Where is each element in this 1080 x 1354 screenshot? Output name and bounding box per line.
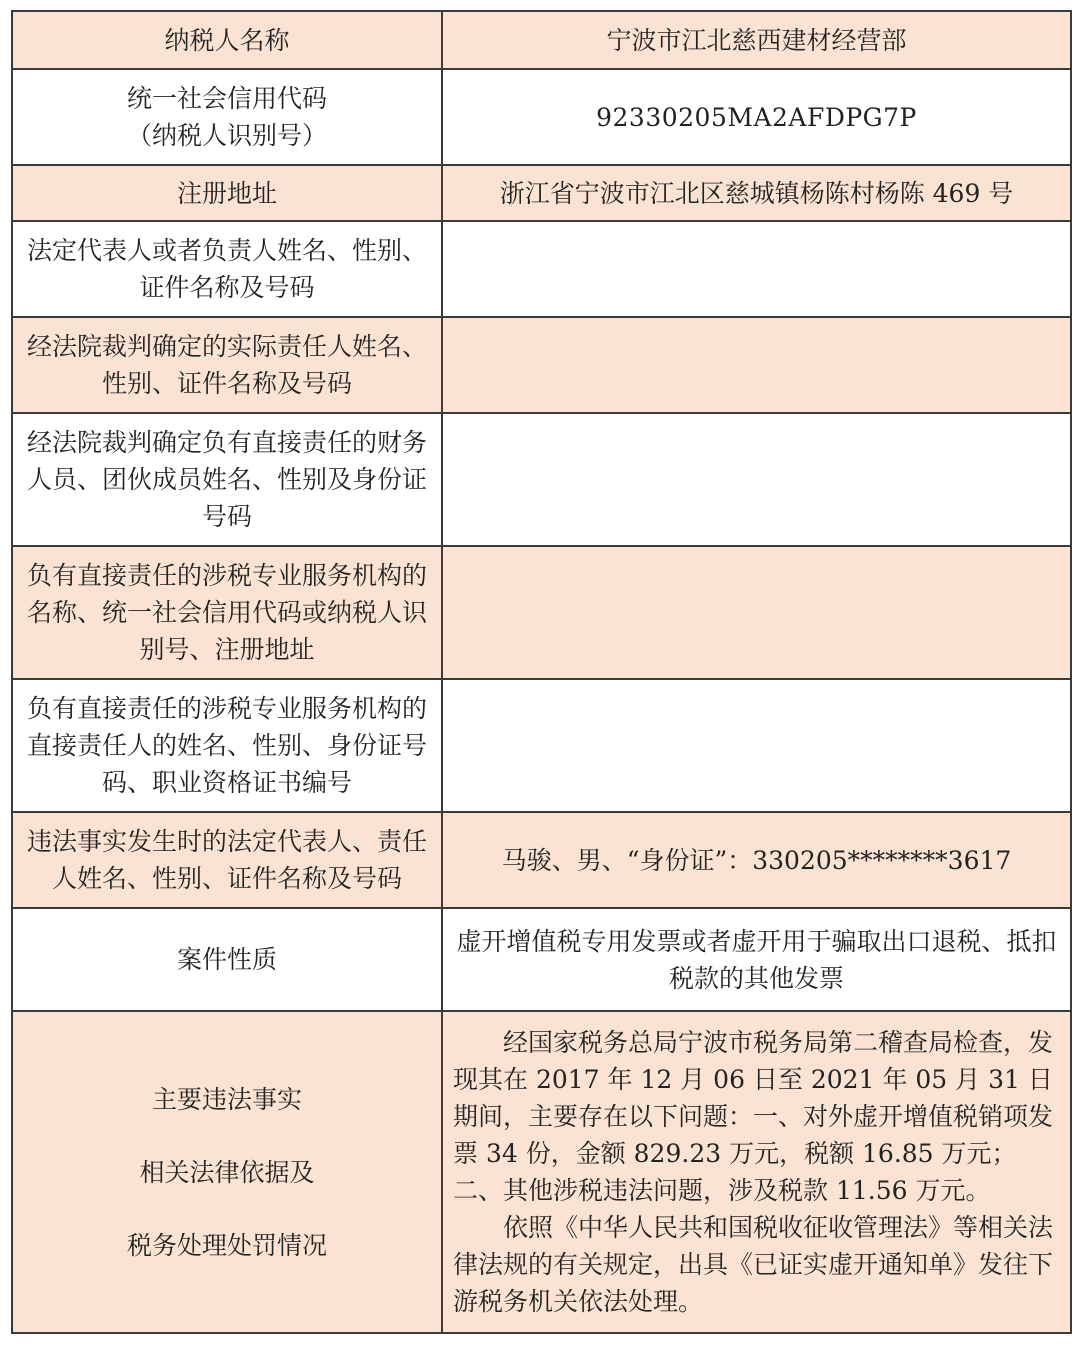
legal-basis-paragraph: 依照《中华人民共和国税收征收管理法》等相关法律法规的有关规定，出具《已证实虚开通知单》发往下游税务机关依法处理。 xyxy=(453,1213,1054,1316)
row-label-legal-representative: 法定代表人或者负责人姓名、性别、证件名称及号码 xyxy=(12,221,442,317)
table-row xyxy=(12,812,1071,908)
table-row xyxy=(12,317,1071,413)
row-value-registered-address: 浙江省宁波市江北区慈城镇杨陈村杨陈 469 号 xyxy=(442,165,1071,221)
table-row xyxy=(12,1011,1071,1333)
table-row xyxy=(12,413,1071,546)
row-label-tax-service-agency: 负有直接责任的涉税专业服务机构的名称、统一社会信用代码或纳税人识别号、注册地址 xyxy=(12,546,442,679)
row-value-case-nature: 虚开增值税专用发票或者虚开用于骗取出口退税、抵扣税款的其他发票 xyxy=(442,908,1071,1011)
row-label-credit-code xyxy=(12,69,442,165)
row-value-financial-staff xyxy=(442,413,1071,546)
row-label-representative-at-violation: 违法事实发生时的法定代表人、责任人姓名、性别、证件名称及号码 xyxy=(12,812,442,908)
row-value-facts-and-penalty xyxy=(442,1011,1071,1333)
info-table-container xyxy=(11,10,1070,1334)
row-label-financial-staff: 经法院裁判确定负有直接责任的财务人员、团伙成员姓名、性别及身份证号码 xyxy=(12,413,442,546)
table-row xyxy=(12,546,1071,679)
row-value-representative-at-violation: 马骏、男、“身份证”：330205********3617 xyxy=(442,812,1071,908)
row-value-taxpayer-name: 宁波市江北慈西建材经营部 xyxy=(442,11,1071,69)
row-label-taxpayer-name: 纳税人名称 xyxy=(12,11,442,69)
facts-label: 主要违法事实 xyxy=(151,1084,302,1114)
table-row xyxy=(12,679,1071,812)
table-row xyxy=(12,165,1071,221)
facts-paragraph: 经国家税务总局宁波市税务局第二稽查局检查，发现其在 2017 年 12 月 06 日至 2021 年 05 月 31 日期间，主要存在以下问题：一、对外虚开增值税销项发票 34 份，金额 829.23 万元，税额 16.85 万元；二、其他涉税违法问题，涉及税款 11.56 万元。 xyxy=(453,1028,1054,1205)
row-value-credit-code: 92330205MA2AFDPG7P xyxy=(442,69,1071,165)
tax-violation-table xyxy=(11,10,1072,1334)
row-label-agency-responsible-person: 负有直接责任的涉税专业服务机构的直接责任人的姓名、性别、身份证号码、职业资格证书编号 xyxy=(12,679,442,812)
table-row xyxy=(12,69,1071,165)
penalty-label: 税务处理处罚情况 xyxy=(126,1230,327,1260)
row-label-facts-and-penalty xyxy=(12,1011,442,1333)
row-label-registered-address: 注册地址 xyxy=(12,165,442,221)
credit-code-label-text: 统一社会信用代码 （纳税人识别号） xyxy=(126,84,327,150)
row-value-actual-responsible-person xyxy=(442,317,1071,413)
row-value-agency-responsible-person xyxy=(442,679,1071,812)
legal-basis-label: 相关法律依据及 xyxy=(139,1157,315,1187)
row-label-case-nature: 案件性质 xyxy=(12,908,442,1011)
row-label-actual-responsible-person: 经法院裁判确定的实际责任人姓名、性别、证件名称及号码 xyxy=(12,317,442,413)
table-row xyxy=(12,221,1071,317)
table-row xyxy=(12,11,1071,69)
table-row xyxy=(12,908,1071,1011)
row-value-legal-representative xyxy=(442,221,1071,317)
row-value-tax-service-agency xyxy=(442,546,1071,679)
